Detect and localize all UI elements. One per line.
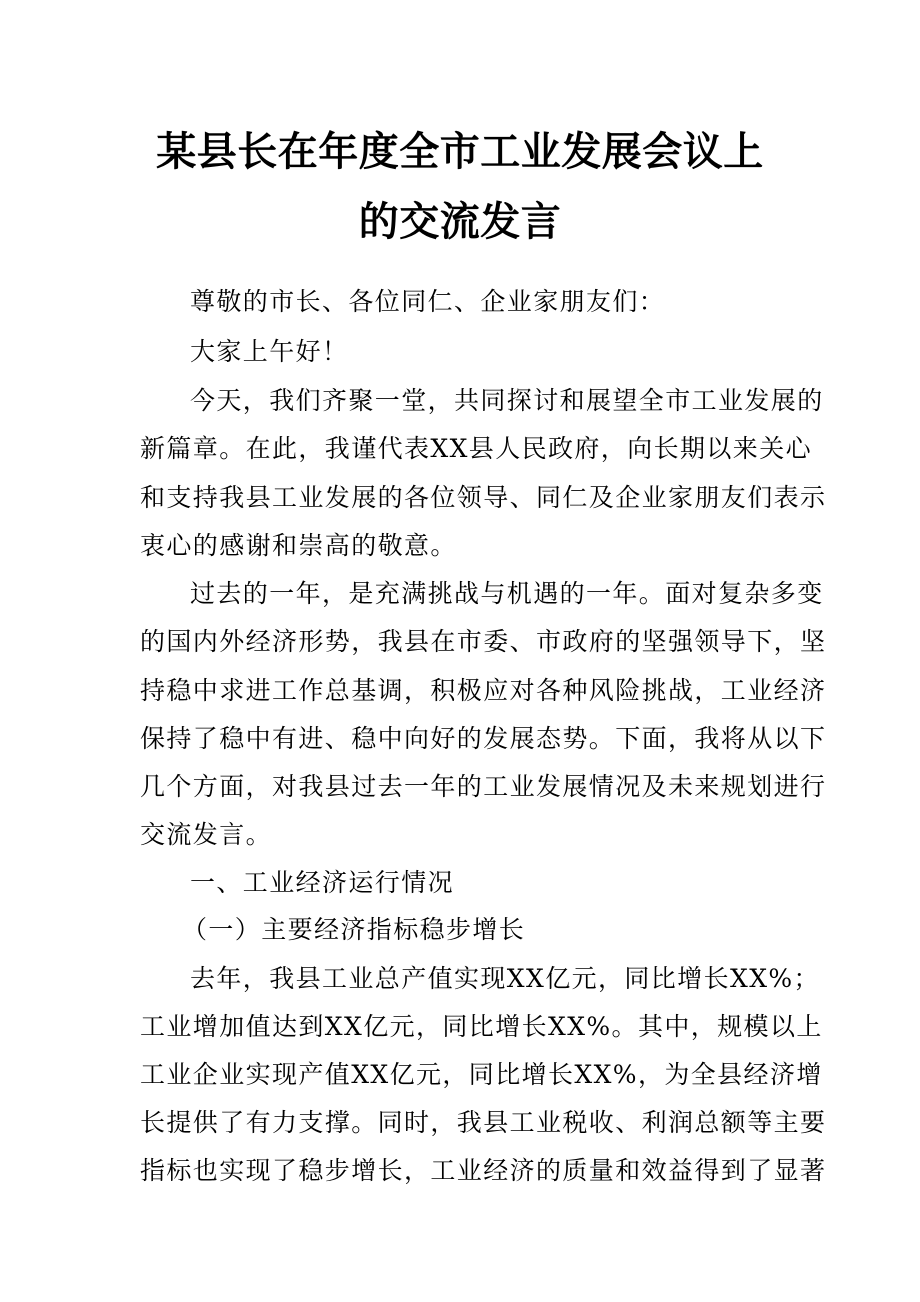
body-line: 和支持我县工业发展的各位领导、同仁及企业家朋友们表示 — [140, 483, 827, 512]
body-line: 工业企业实现产值XX亿元，同比增长XX%，为全县经济增 — [140, 1060, 823, 1089]
body-line: 新篇章。在此，我谨代表XX县人民政府，向长期以来关心 — [140, 434, 812, 463]
document-title-line-2: 的交流发言 — [358, 199, 562, 245]
section-heading: 一、工业经济运行情况 — [190, 868, 455, 897]
subsection-heading: （一）主要经济指标稳步增长 — [182, 915, 526, 944]
body-line: 持稳中求进工作总基调，积极应对各种风险挑战，工业经济 — [140, 676, 827, 705]
body-line: 的国内外经济形势，我县在市委、市政府的坚强领导下，坚 — [140, 627, 827, 656]
salutation: 尊敬的市长、各位同仁、企业家朋友们： — [190, 287, 666, 316]
body-line: 去年，我县工业总产值实现XX亿元，同比增长XX%； — [190, 964, 820, 993]
body-line: 指标也实现了稳步增长，工业经济的质量和效益得到了显著 — [140, 1156, 827, 1185]
body-line: 过去的一年，是充满挑战与机遇的一年。面对复杂多变 — [190, 579, 824, 608]
greeting: 大家上午好！ — [190, 337, 349, 366]
body-line: 长提供了有力支撑。同时，我县工业税收、利润总额等主要 — [140, 1108, 827, 1137]
body-line: 工业增加值达到XX亿元，同比增长XX%。其中，规模以上 — [140, 1012, 823, 1041]
body-line: 几个方面，对我县过去一年的工业发展情况及未来规划进行 — [140, 772, 827, 801]
body-line: 衷心的感谢和崇高的敬意。 — [140, 531, 457, 560]
body-line: 保持了稳中有进、稳中向好的发展态势。下面，我将从以下 — [140, 724, 827, 753]
document-title-line-1: 某县长在年度全市工业发展会议上 — [156, 129, 764, 175]
body-line: 交流发言。 — [140, 820, 273, 849]
body-line: 今天，我们齐聚一堂，共同探讨和展望全市工业发展的 — [190, 386, 824, 415]
